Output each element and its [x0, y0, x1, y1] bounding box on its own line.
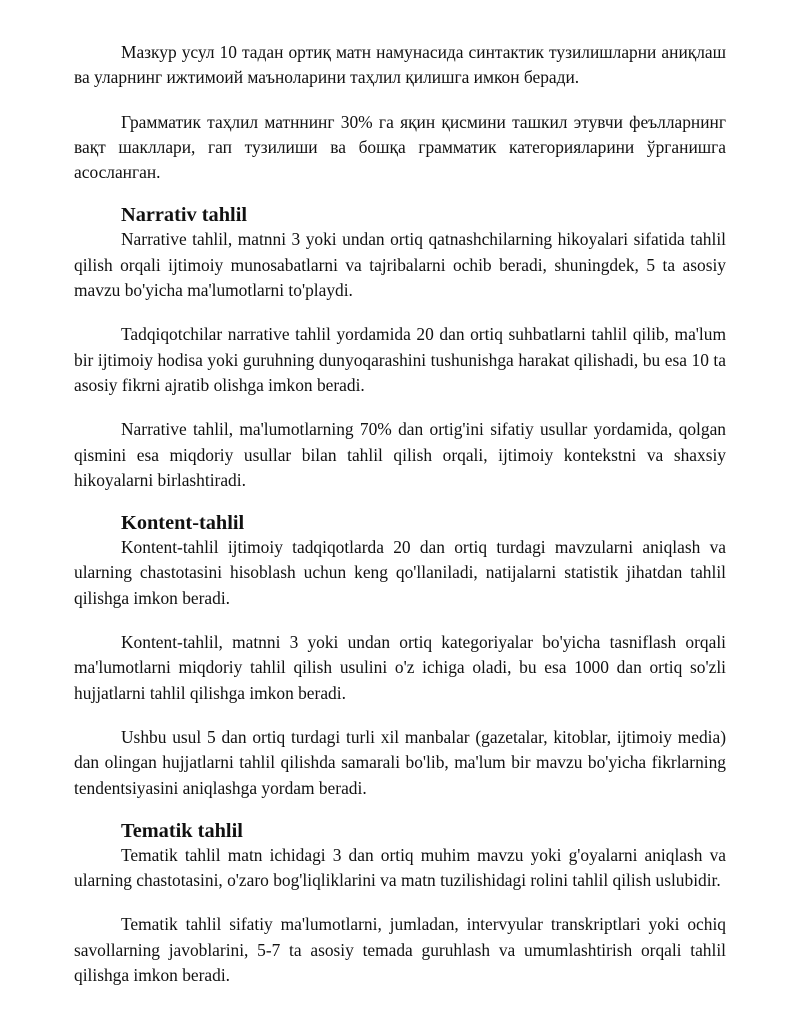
- tematik-paragraph-2: Tematik tahlil sifatiy ma'lumotlarni, jumladan, intervyular transkriptlari yoki ochiq savollarning javoblarini, 5-7 ta asosiy temada guruhlash va umumlashtirish orqali tahlil qilishga imkon beradi.: [74, 914, 726, 986]
- kontent-paragraph-3: Ushbu usul 5 dan ortiq turdagi turli xil manbalar (gazetalar, kitoblar, ijtimoiy media) dan olingan hujjatlarni tahlil qilishda samarali bo'lib, ma'lum bir mavzu bo'yicha fikrlarning tendentsiyasini aniqlashga yordam beradi.: [74, 726, 726, 798]
- document-page: [74, 40, 726, 1007]
- narrativ-paragraph-3: Narrative tahlil, ma'lumotlarning 70% dan ortig'ini sifatiy usullar yordamida, qolgan qismini esa miqdoriy usullar bilan tahlil qilish orqali, ijtimoiy kontekstni va shaxsiy hikoyalarni birlashtiradi.: [74, 419, 726, 490]
- tematik-paragraph-1: Tematik tahlil matn ichidagi 3 dan ortiq muhim mavzu yoki g'oyalarni aniqlash va ularning chastotasini, o'zaro bog'liqliklarini va matn tuzilishidagi rolini tahlil qilish uslubidir.: [74, 844, 726, 891]
- intro-paragraph-2: Грамматик таҳлил матннинг 30% га яқин қисмини ташкил этувчи феълларнинг вақт шакллари, гап тузилиши ва бошқа грамматик категорияларини ўрганишга асосланган.: [74, 111, 726, 183]
- section-heading-narrativ: Narrativ tahlil: [121, 204, 247, 227]
- narrativ-paragraph-2: Tadqiqotchilar narrative tahlil yordamida 20 dan ortiq suhbatlarni tahlil qilib, ma'lum bir ijtimoiy hodisa yoki guruhning dunyoqarashini tushunishga harakat qilishadi, bu esa 10 ta asosiy fikrni ajratib olishga imkon beradi.: [74, 324, 726, 395]
- kontent-paragraph-2: Kontent-tahlil, matnni 3 yoki undan ortiq kategoriyalar bo'yicha tasniflash orqali ma'lumotlarni miqdoriy tahlil qilish usulini o'z ichiga oladi, bu esa 1000 dan ortiq so'zli hujjatlarni tahlil qilishga imkon beradi.: [74, 632, 726, 703]
- section-heading-tematik: Tematik tahlil: [121, 819, 243, 842]
- kontent-paragraph-1: Kontent-tahlil ijtimoiy tadqiqotlarda 20 dan ortiq turdagi mavzularni aniqlash va ularning chastotasini hisoblash uchun keng qo'llaniladi, natijalarni statistik jihatdan tahlil qilishga imkon beradi.: [74, 537, 726, 608]
- intro-paragraph-1: Мазкур усул 10 тадан ортиқ матн намунасида синтактик тузилишларни аниқлаш ва уларнинг ижтимоий маъноларини таҳлил қилишга имкон беради.: [74, 42, 726, 88]
- narrativ-paragraph-1: Narrative tahlil, matnni 3 yoki undan ortiq qatnashchilarning hikoyalari sifatida tahlil qilish orqali ijtimoiy munosabatlarni va tajribalarni ochib beradi, shuningdek, 5 ta asosiy mavzu bo'yicha ma'lumotlarni to'playdi.: [74, 229, 726, 301]
- section-heading-kontent: Kontent-tahlil: [121, 512, 245, 535]
